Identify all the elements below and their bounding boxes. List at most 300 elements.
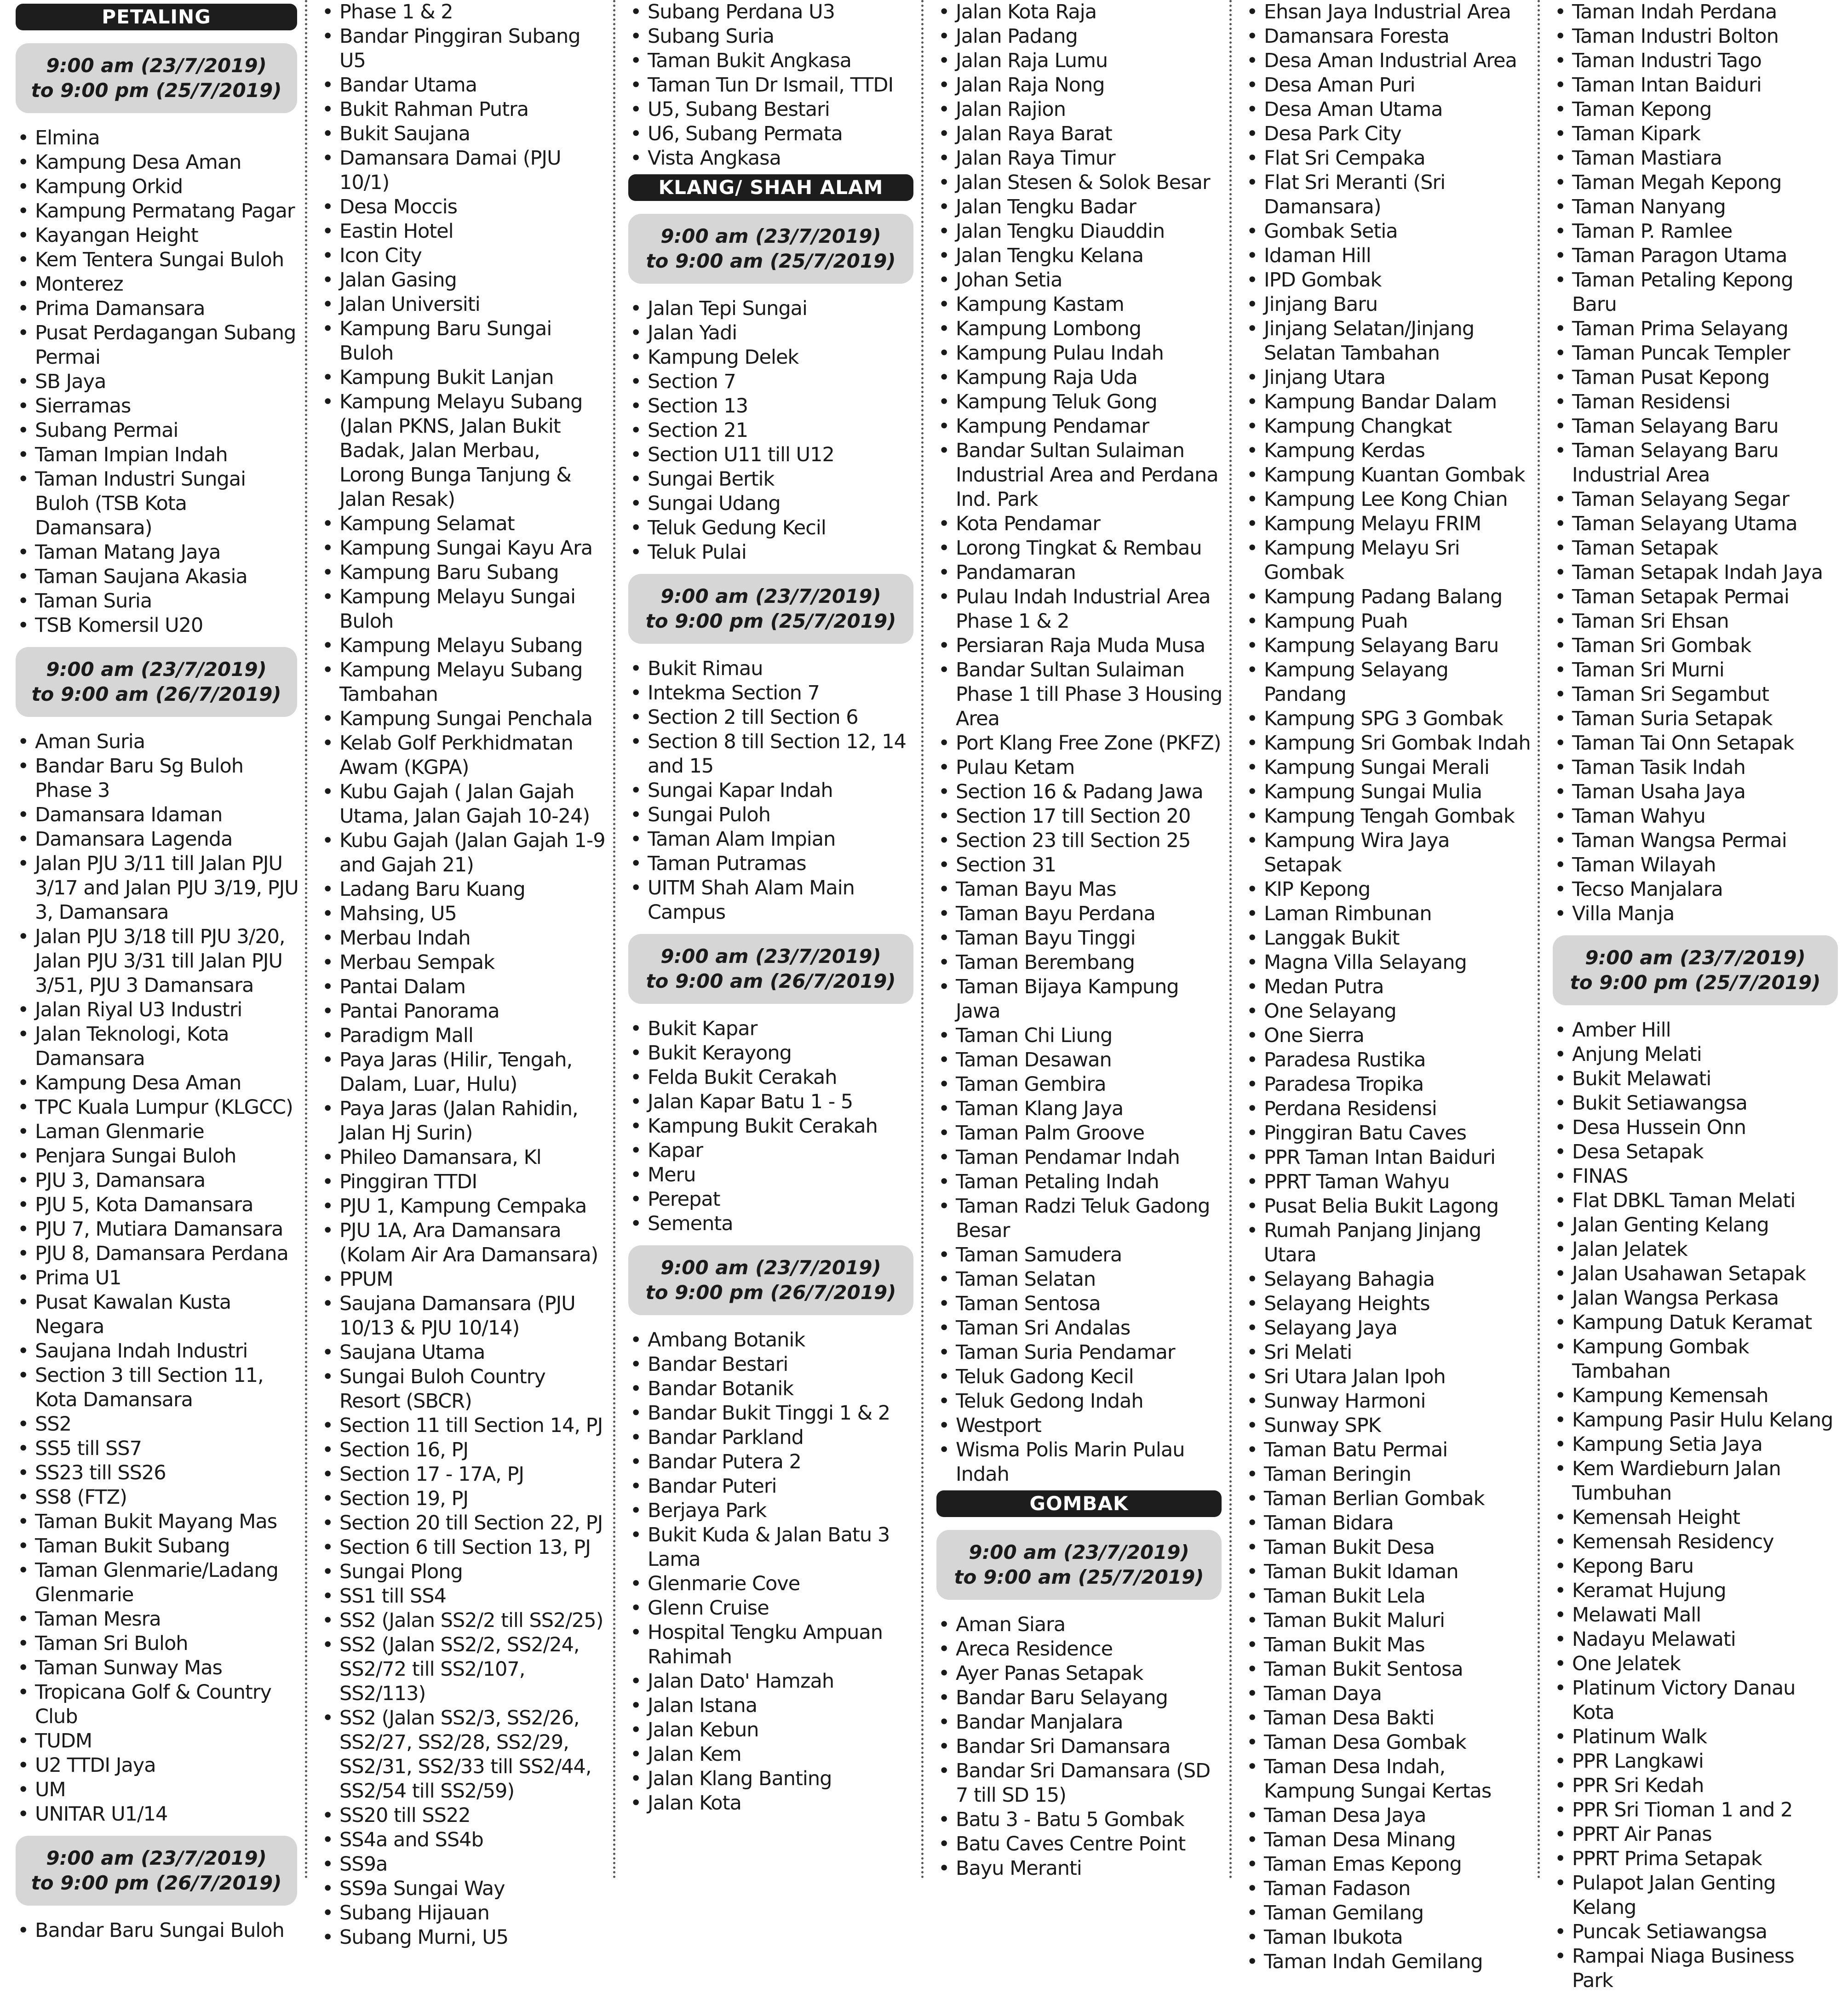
time-range-end: to 9:00 am (26/7/2019)	[646, 970, 896, 992]
list-item: • Kampung Desa Aman	[35, 1071, 299, 1095]
list-item: • Desa Aman Puri	[1264, 73, 1532, 97]
list-item: • Taman Bukit Subang	[35, 1534, 299, 1558]
list-item: • Kem Wardieburn Jalan Tumbuhan	[1572, 1457, 1840, 1506]
time-range-box	[16, 1836, 297, 1906]
list-item: • Taman Selayang Segar	[1572, 487, 1840, 512]
list-item: • Jalan Jelatek	[1572, 1237, 1840, 1262]
list-item: • Taman Bidara	[1264, 1511, 1532, 1535]
list-item: • Taman Berlian Gombak	[1264, 1487, 1532, 1511]
list-item: • Pusat Belia Bukit Lagong	[1264, 1194, 1532, 1219]
list-item: • Hospital Tengku Ampuan Rahimah	[648, 1621, 915, 1669]
time-range-start: 9:00 am (23/7/2019)	[46, 658, 267, 681]
list-item: • SS2 (Jalan SS2/2, SS2/24, SS2/72 till SS2/107, SS2/113)	[339, 1633, 607, 1706]
list-item: • Batu Caves Centre Point	[956, 1832, 1223, 1856]
list-item: • Taman Pusat Kepong	[1572, 366, 1840, 390]
list-item: • Idaman Hill	[1264, 244, 1532, 268]
list-item: • Jalan Klang Banting	[648, 1767, 915, 1791]
list-item: • Teluk Pulai	[648, 540, 915, 565]
list-item: • Amber Hill	[1572, 1018, 1840, 1042]
list-item: • PPR Langkawi	[1572, 1749, 1840, 1774]
list-item: • KIP Kepong	[1264, 877, 1532, 902]
list-item: • Pinggiran Batu Caves	[1264, 1121, 1532, 1145]
column-divider	[921, 0, 924, 1880]
list-item: • Jalan Gasing	[339, 268, 607, 292]
list-item: • Monterez	[35, 272, 299, 297]
list-item: • Kemensah Residency	[1572, 1530, 1840, 1554]
list-item: • Section 17 till Section 20	[956, 804, 1223, 829]
list-item: • Kampung Kastam	[956, 292, 1223, 317]
list-item: • Kampung Delek	[648, 345, 915, 370]
list-item: • Desa Park City	[1264, 122, 1532, 146]
list-item: • Taman Daya	[1264, 1682, 1532, 1706]
list-item: • Bandar Sri Damansara	[956, 1735, 1223, 1759]
list-item: • Kampung Pulau Indah	[956, 341, 1223, 366]
list-item: • Taman Tasik Indah	[1572, 756, 1840, 780]
list-item: • Icon City	[339, 244, 607, 268]
list-item: • UNITAR U1/14	[35, 1802, 299, 1827]
list-item: • Kayangan Height	[35, 223, 299, 248]
list-item: • Taman Beringin	[1264, 1462, 1532, 1487]
time-range-box	[936, 1530, 1222, 1600]
list-item: • Damansara Damai (PJU 10/1)	[339, 146, 607, 195]
list-item: • Taman Batu Permai	[1264, 1438, 1532, 1462]
list-item: • Taman Petaling Kepong Baru	[1572, 268, 1840, 317]
list-item: • Ayer Panas Setapak	[956, 1661, 1223, 1686]
list-item: • Taman Industri Sungai Buloh (TSB Kota Damansara)	[35, 467, 299, 540]
list-item: • Kampung Changkat	[1264, 414, 1532, 439]
time-range-start: 9:00 am (23/7/2019)	[660, 585, 881, 607]
list-item: • Nadayu Melawati	[1572, 1627, 1840, 1652]
list-item: • Intekma Section 7	[648, 681, 915, 705]
column-5	[1233, 0, 1540, 1973]
list-item: • Kampung Melayu Subang	[339, 634, 607, 658]
list-item: • Taman Sunway Mas	[35, 1656, 299, 1680]
list-item: • Tropicana Golf & Country Club	[35, 1680, 299, 1729]
list-item: • Kampung Kerdas	[1264, 439, 1532, 463]
list-item: • Phase 1 & 2	[339, 0, 607, 24]
list-item: • Taman Petaling Indah	[956, 1170, 1223, 1194]
list-item: • SS9a Sungai Way	[339, 1877, 607, 1901]
list-item: • Taman Industri Bolton	[1572, 24, 1840, 49]
list-item: • Kubu Gajah ( Jalan Gajah Utama, Jalan Gajah 10-24)	[339, 780, 607, 829]
list-item: • Taman Chi Liung	[956, 1024, 1223, 1048]
list-item: • Taman Desa Bakti	[1264, 1706, 1532, 1730]
list-item: • Kelab Golf Perkhidmatan Awam (KGPA)	[339, 731, 607, 780]
list-item: • Jalan Usahawan Setapak	[1572, 1262, 1840, 1286]
list-item: • PPR Taman Intan Baiduri	[1264, 1145, 1532, 1170]
list-item: • Kepong Baru	[1572, 1554, 1840, 1579]
list-item: • Subang Murni, U5	[339, 1925, 607, 1950]
list-item: • Bandar Baru Sungai Buloh	[35, 1919, 299, 1943]
list-item: • Jalan PJU 3/18 till PJU 3/20, Jalan PJU 3/31 till Jalan PJU 3/51, PJU 3 Damansara	[35, 925, 299, 998]
list-item: • Taman Mastiara	[1572, 146, 1840, 171]
list-item: • Bandar Puteri	[648, 1474, 915, 1499]
list-item: • Jalan Rajion	[956, 97, 1223, 122]
time-range-end: to 9:00 am (26/7/2019)	[31, 683, 281, 705]
list-item: • Saujana Utama	[339, 1340, 607, 1365]
list-item: • U6, Subang Permata	[648, 122, 915, 146]
list-item: • Taman Alam Impian	[648, 827, 915, 852]
list-item: • Taman Wilayah	[1572, 853, 1840, 877]
list-item: • Kubu Gajah (Jalan Gajah 1-9 and Gajah 21)	[339, 829, 607, 877]
list-item: • Pusat Perdagangan Subang Permai	[35, 321, 299, 370]
list-item: • Saujana Indah Industri	[35, 1339, 299, 1363]
list-item: • Taman Setapak Permai	[1572, 585, 1840, 609]
list-item: • Jalan Tepi Sungai	[648, 297, 915, 321]
list-item: • Perdana Residensi	[1264, 1097, 1532, 1121]
list-item: • Taman Palm Groove	[956, 1121, 1223, 1145]
list-item: • PJU 7, Mutiara Damansara	[35, 1217, 299, 1242]
area-list	[14, 126, 299, 638]
list-item: • One Sierra	[1264, 1024, 1532, 1048]
column-6	[1541, 0, 1848, 1992]
list-item: • Kampung Gombak Tambahan	[1572, 1335, 1840, 1384]
list-item: • Taman Gemilang	[1264, 1901, 1532, 1925]
region-header: GOMBAK	[936, 1490, 1222, 1517]
list-item: • Kampung Permatang Pagar	[35, 199, 299, 223]
list-item: • Taman Impian Indah	[35, 443, 299, 467]
list-item: • Taman Sri Gombak	[1572, 634, 1840, 658]
list-item: • Kem Tentera Sungai Buloh	[35, 248, 299, 272]
list-item: • Selayang Jaya	[1264, 1316, 1532, 1340]
list-item: • Vista Angkasa	[648, 146, 915, 171]
list-item: • Tecso Manjalara	[1572, 877, 1840, 902]
column-divider	[613, 0, 615, 1880]
list-item: • Kampung Puah	[1264, 609, 1532, 634]
list-item: • Taman Bukit Desa	[1264, 1535, 1532, 1560]
list-item: • Section 11 till Section 14, PJ	[339, 1414, 607, 1438]
list-item: • Merbau Indah	[339, 926, 607, 951]
list-item: • Taman Indah Gemilang	[1264, 1950, 1532, 1974]
list-item: • Kampung Pendamar	[956, 414, 1223, 439]
list-item: • Taman Bukit Mayang Mas	[35, 1510, 299, 1534]
list-item: • Taman Samudera	[956, 1243, 1223, 1267]
area-list	[935, 0, 1223, 1487]
list-item: • One Selayang	[1264, 999, 1532, 1024]
list-item: • Bandar Bukit Tinggi 1 & 2	[648, 1401, 915, 1426]
list-item: • Taman Kipark	[1572, 122, 1840, 146]
list-item: • UITM Shah Alam Main Campus	[648, 876, 915, 925]
list-item: • Aman Siara	[956, 1613, 1223, 1637]
region-header: KLANG/ SHAH ALAM	[628, 174, 913, 201]
list-item: • One Jelatek	[1572, 1652, 1840, 1676]
list-item: • Jalan Raya Barat	[956, 122, 1223, 146]
list-item: • PJU 3, Damansara	[35, 1168, 299, 1193]
list-item: • Taman Sri Murni	[1572, 658, 1840, 682]
list-item: • Sungai Udang	[648, 492, 915, 516]
list-item: • Jalan Riyal U3 Industri	[35, 998, 299, 1022]
list-item: • Jalan Tengku Badar	[956, 195, 1223, 219]
list-item: • Section 20 till Section 22, PJ	[339, 1511, 607, 1535]
time-range-start: 9:00 am (23/7/2019)	[969, 1541, 1189, 1563]
list-item: • Section 16, PJ	[339, 1438, 607, 1462]
list-item: • SS2 (Jalan SS2/2 till SS2/25)	[339, 1609, 607, 1633]
list-item: • Laman Rimbunan	[1264, 902, 1532, 926]
list-item: • Bukit Kuda & Jalan Batu 3 Lama	[648, 1523, 915, 1572]
list-item: • SS4a and SS4b	[339, 1828, 607, 1852]
list-item: • Taman Sentosa	[956, 1292, 1223, 1316]
area-list	[626, 297, 915, 565]
list-item: • Sementa	[648, 1212, 915, 1236]
list-item: • Kampung Bukit Cerakah	[648, 1114, 915, 1139]
list-item: • Taman Bukit Lela	[1264, 1584, 1532, 1609]
list-item: • Taman Desa Gombak	[1264, 1730, 1532, 1755]
list-item: • Taman Tai Onn Setapak	[1572, 731, 1840, 756]
list-item: • Mahsing, U5	[339, 902, 607, 926]
list-item: • Kampung Sri Gombak Indah	[1264, 731, 1532, 756]
list-item: • Taman Desa Minang	[1264, 1828, 1532, 1852]
list-item: • Taman Indah Perdana	[1572, 0, 1840, 24]
list-item: • Saujana Damansara (PJU 10/13 & PJU 10/14)	[339, 1292, 607, 1340]
list-item: • Taman Gembira	[956, 1072, 1223, 1097]
list-item: • Kampung Selayang Pandang	[1264, 658, 1532, 707]
list-item: • Taman Tun Dr Ismail, TTDI	[648, 73, 915, 97]
list-item: • Kampung Setia Jaya	[1572, 1432, 1840, 1457]
list-item: • Flat Sri Cempaka	[1264, 146, 1532, 171]
list-item: • Taman Selayang Baru Industrial Area	[1572, 439, 1840, 487]
list-item: • Prima Damansara	[35, 297, 299, 321]
list-item: • Bukit Setiawangsa	[1572, 1091, 1840, 1116]
list-item: • Pulau Indah Industrial Area Phase 1 & 2	[956, 585, 1223, 634]
list-item: • Magna Villa Selayang	[1264, 951, 1532, 975]
list-item: • Sri Utara Jalan Ipoh	[1264, 1365, 1532, 1389]
list-item: • Kampung Lombong	[956, 317, 1223, 341]
list-item: • PJU 8, Damansara Perdana	[35, 1242, 299, 1266]
list-item: • Teluk Gedong Indah	[956, 1389, 1223, 1414]
list-item: • Jalan Raya Timur	[956, 146, 1223, 171]
list-item: • Merbau Sempak	[339, 951, 607, 975]
list-item: • Kampung Lee Kong Chian	[1264, 487, 1532, 512]
time-range-start: 9:00 am (23/7/2019)	[660, 945, 881, 968]
list-item: • Selayang Bahagia	[1264, 1267, 1532, 1292]
list-item: • Ambang Botanik	[648, 1328, 915, 1352]
list-item: • Jalan Padang	[956, 24, 1223, 49]
list-item: • Subang Hijauan	[339, 1901, 607, 1925]
list-item: • Gombak Setia	[1264, 219, 1532, 244]
list-item: • Taman Suria	[35, 589, 299, 613]
list-item: • Platinum Walk	[1572, 1725, 1840, 1749]
list-item: • Section 7	[648, 370, 915, 394]
list-item: • Taman Putramas	[648, 852, 915, 876]
list-item: • Taman Bukit Maluri	[1264, 1609, 1532, 1633]
list-item: • Bandar Bestari	[648, 1352, 915, 1377]
list-item: • Bandar Utama	[339, 73, 607, 97]
list-item: • Jalan Kota	[648, 1791, 915, 1815]
list-item: • Jalan Wangsa Perkasa	[1572, 1286, 1840, 1311]
list-item: • Jinjang Baru	[1264, 292, 1532, 317]
list-item: • Jalan Dato' Hamzah	[648, 1669, 915, 1694]
list-item: • Lorong Tingkat & Rembau	[956, 536, 1223, 561]
list-item: • Taman Intan Baiduri	[1572, 73, 1840, 97]
list-item: • Jalan Tengku Kelana	[956, 244, 1223, 268]
list-item: • Bandar Botanik	[648, 1377, 915, 1401]
list-item: • Jalan Kota Raja	[956, 0, 1223, 24]
list-item: • Kota Pendamar	[956, 512, 1223, 536]
list-item: • Jinjang Utara	[1264, 366, 1532, 390]
list-item: • PPRT Air Panas	[1572, 1822, 1840, 1847]
list-item: • Bandar Parkland	[648, 1426, 915, 1450]
list-item: • Subang Suria	[648, 24, 915, 49]
list-item: • Teluk Gadong Kecil	[956, 1365, 1223, 1389]
list-item: • Kampung Desa Aman	[35, 150, 299, 175]
time-range-end: to 9:00 pm (25/7/2019)	[645, 610, 896, 632]
list-item: • Sunway Harmoni	[1264, 1389, 1532, 1414]
list-item: • Port Klang Free Zone (PKFZ)	[956, 731, 1223, 756]
list-item: • Pusat Kawalan Kusta Negara	[35, 1290, 299, 1339]
list-item: • Kampung Datuk Keramat	[1572, 1311, 1840, 1335]
list-item: • Taman P. Ramlee	[1572, 219, 1840, 244]
list-item: • Kampung Kuantan Gombak	[1264, 463, 1532, 487]
list-item: • Bukit Rimau	[648, 657, 915, 681]
list-item: • Subang Permai	[35, 418, 299, 443]
list-item: • Phileo Damansara, Kl	[339, 1145, 607, 1170]
list-item: • Taman Bukit Idaman	[1264, 1560, 1532, 1584]
list-item: • Paradigm Mall	[339, 1024, 607, 1048]
list-item: • Kampung Melayu Subang (Jalan PKNS, Jalan Bukit Badak, Jalan Merbau, Lorong Bunga Tanjung & Jalan Resak)	[339, 390, 607, 512]
list-item: • Glenn Cruise	[648, 1596, 915, 1621]
list-item: • Taman Sri Buloh	[35, 1632, 299, 1656]
list-item: • Ehsan Jaya Industrial Area	[1264, 0, 1532, 24]
list-item: • Section 2 till Section 6	[648, 705, 915, 730]
list-item: • SS2 (Jalan SS2/3, SS2/26, SS2/27, SS2/28, SS2/29, SS2/31, SS2/33 till SS2/44, SS2/54 till SS2/59)	[339, 1706, 607, 1804]
list-item: • Bukit Rahman Putra	[339, 97, 607, 122]
list-item: • Taman Desa Indah, Kampung Sungai Kertas	[1264, 1755, 1532, 1804]
area-list	[318, 0, 607, 1950]
list-item: • Taman Desa Jaya	[1264, 1804, 1532, 1828]
list-item: • Westport	[956, 1414, 1223, 1438]
list-item: • Kampung Raja Uda	[956, 366, 1223, 390]
list-item: • Jinjang Selatan/Jinjang Selatan Tambahan	[1264, 317, 1532, 366]
time-range-box	[16, 43, 297, 113]
column-3	[616, 0, 924, 1880]
list-item: • Kampung Sungai Kayu Ara	[339, 536, 607, 561]
time-range-end: to 9:00 am (25/7/2019)	[646, 250, 896, 272]
list-item: • Bandar Sultan Sulaiman Phase 1 till Phase 3 Housing Area	[956, 658, 1223, 731]
list-item: • Taman Residensi	[1572, 390, 1840, 414]
list-item: • PPRT Taman Wahyu	[1264, 1170, 1532, 1194]
list-item: • Desa Aman Industrial Area	[1264, 49, 1532, 73]
list-item: • Damansara Foresta	[1264, 24, 1532, 49]
list-item: • Jalan Istana	[648, 1694, 915, 1718]
list-item: • Bandar Baru Selayang	[956, 1686, 1223, 1710]
list-item: • Taman Prima Selayang	[1572, 317, 1840, 341]
list-item: • Taman Wahyu	[1572, 804, 1840, 829]
list-item: • Desa Hussein Onn	[1572, 1116, 1840, 1140]
time-range-box	[628, 574, 913, 644]
list-item: • Taman Selayang Baru	[1572, 414, 1840, 439]
list-item: • Perepat	[648, 1187, 915, 1212]
list-item: • PJU 5, Kota Damansara	[35, 1193, 299, 1217]
time-range-start: 9:00 am (23/7/2019)	[46, 54, 267, 77]
list-item: • Taman Mesra	[35, 1607, 299, 1632]
list-item: • Kampung Selayang Baru	[1264, 634, 1532, 658]
list-item: • Kampung Tengah Gombak	[1264, 804, 1532, 829]
list-item: • Prima U1	[35, 1266, 299, 1290]
column-divider	[305, 0, 307, 1880]
list-item: • Kapar	[648, 1139, 915, 1163]
area-list	[1551, 0, 1840, 926]
list-item: • Jalan Universiti	[339, 292, 607, 317]
list-item: • Bayu Meranti	[956, 1856, 1223, 1881]
list-item: • Pulapot Jalan Genting Kelang	[1572, 1871, 1840, 1920]
time-range-start: 9:00 am (23/7/2019)	[1585, 946, 1806, 969]
list-item: • Batu 3 - Batu 5 Gombak	[956, 1808, 1223, 1832]
list-item: • Subang Perdana U3	[648, 0, 915, 24]
list-item: • Sungai Puloh	[648, 803, 915, 827]
list-item: • Glenmarie Cove	[648, 1572, 915, 1596]
list-item: • Flat Sri Meranti (Sri Damansara)	[1264, 171, 1532, 219]
list-item: • Jalan Yadi	[648, 321, 915, 345]
list-item: • SS23 till SS26	[35, 1461, 299, 1485]
list-item: • Kampung Orkid	[35, 175, 299, 199]
list-item: • Taman Glenmarie/Ladang Glenmarie	[35, 1558, 299, 1607]
list-item: • Melawati Mall	[1572, 1603, 1840, 1627]
list-item: • SS20 till SS22	[339, 1804, 607, 1828]
list-item: • Kampung SPG 3 Gombak	[1264, 707, 1532, 731]
list-item: • Taman Pendamar Indah	[956, 1145, 1223, 1170]
list-item: • Taman Sri Ehsan	[1572, 609, 1840, 634]
time-range-start: 9:00 am (23/7/2019)	[46, 1847, 267, 1869]
list-item: • Teluk Gedung Kecil	[648, 516, 915, 540]
list-item: • Taman Wangsa Permai	[1572, 829, 1840, 853]
list-item: • FINAS	[1572, 1164, 1840, 1189]
list-item: • Sungai Kapar Indah	[648, 779, 915, 803]
list-item: • SB Jaya	[35, 370, 299, 394]
list-item: • Johan Setia	[956, 268, 1223, 292]
list-item: • Jalan Teknologi, Kota Damansara	[35, 1022, 299, 1071]
list-item: • Sierramas	[35, 394, 299, 418]
list-item: • Taman Sri Segambut	[1572, 682, 1840, 707]
list-item: • Pantai Panorama	[339, 999, 607, 1024]
list-item: • Damansara Idaman	[35, 803, 299, 827]
list-item: • Kampung Baru Sungai Buloh	[339, 317, 607, 366]
list-item: • Paradesa Rustika	[1264, 1048, 1532, 1072]
list-item: • Kampung Baru Subang	[339, 561, 607, 585]
area-list	[626, 1017, 915, 1236]
list-item: • Sungai Bertik	[648, 467, 915, 492]
list-item: • Taman Setapak	[1572, 536, 1840, 561]
list-item: • Berjaya Park	[648, 1499, 915, 1523]
list-item: • Kampung Sungai Merali	[1264, 756, 1532, 780]
list-item: • Desa Aman Utama	[1264, 97, 1532, 122]
column-2	[308, 0, 615, 1949]
list-item: • PPR Sri Kedah	[1572, 1774, 1840, 1798]
list-item: • Sri Melati	[1264, 1340, 1532, 1365]
list-item: • PJU 1, Kampung Cempaka	[339, 1194, 607, 1219]
list-item: • PPUM	[339, 1267, 607, 1292]
list-item: • Kampung Padang Balang	[1264, 585, 1532, 609]
list-item: • Taman Bukit Mas	[1264, 1633, 1532, 1657]
region-header: PETALING	[16, 4, 297, 30]
list-item: • Pinggiran TTDI	[339, 1170, 607, 1194]
area-list	[626, 1328, 915, 1815]
list-item: • Sungai Buloh Country Resort (SBCR)	[339, 1365, 607, 1414]
list-item: • Taman Bukit Sentosa	[1264, 1657, 1532, 1682]
time-range-start: 9:00 am (23/7/2019)	[660, 225, 881, 247]
list-item: • Langgak Bukit	[1264, 926, 1532, 951]
list-item: • Taman Radzi Teluk Gadong Besar	[956, 1194, 1223, 1243]
list-item: • Paya Jaras (Jalan Rahidin, Jalan Hj Surin)	[339, 1097, 607, 1145]
area-list	[626, 657, 915, 925]
list-item: • Keramat Hujung	[1572, 1579, 1840, 1603]
list-item: • Rumah Panjang Jinjang Utara	[1264, 1219, 1532, 1267]
list-item: • Taman Selayang Utama	[1572, 512, 1840, 536]
list-item: • Sunway SPK	[1264, 1414, 1532, 1438]
list-item: • SS1 till SS4	[339, 1584, 607, 1609]
list-item: • TUDM	[35, 1729, 299, 1753]
list-item: • PJU 1A, Ara Damansara (Kolam Air Ara Damansara)	[339, 1219, 607, 1267]
list-item: • Flat DBKL Taman Melati	[1572, 1189, 1840, 1213]
